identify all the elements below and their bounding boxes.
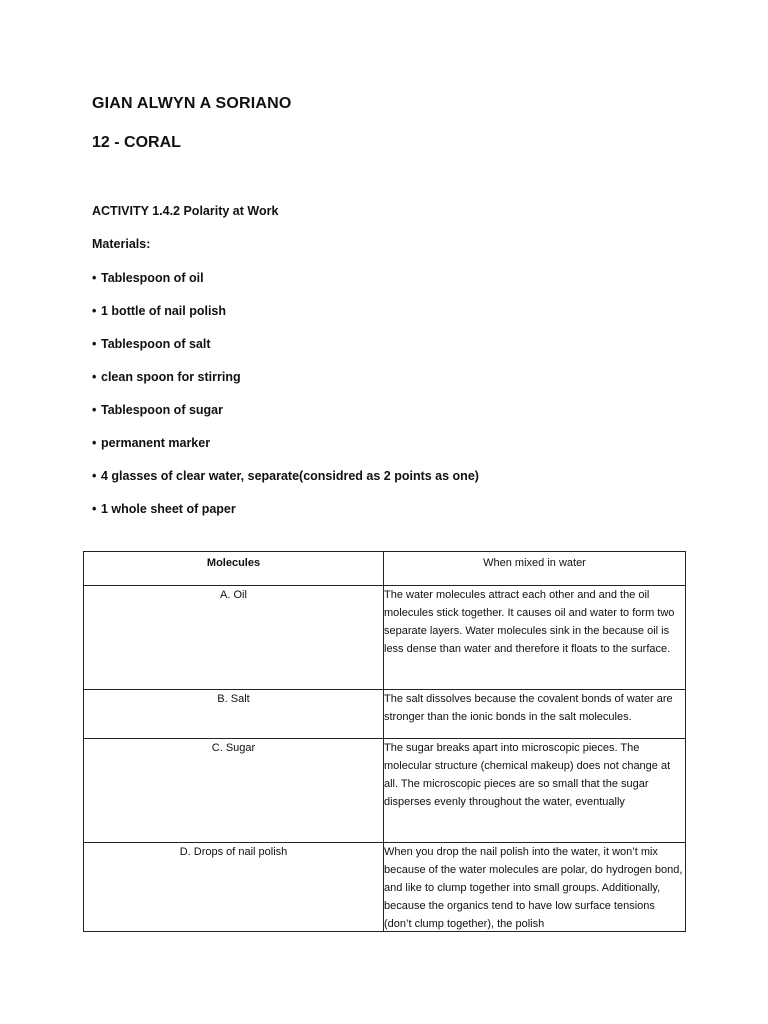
list-item xyxy=(92,369,479,402)
list-item xyxy=(92,270,479,303)
bullet-icon: • xyxy=(92,337,97,351)
table-row xyxy=(84,586,686,690)
material-text: Tablespoon of oil xyxy=(101,271,204,285)
result-cell xyxy=(384,843,686,932)
material-text: 1 whole sheet of paper xyxy=(101,502,236,516)
table-header-row xyxy=(84,552,686,586)
bullet-icon: • xyxy=(92,370,97,384)
table-row xyxy=(84,739,686,843)
list-item xyxy=(92,303,479,336)
student-name: GIAN ALWYN A SORIANO xyxy=(92,95,292,112)
list-item xyxy=(92,402,479,435)
bullet-icon: • xyxy=(92,304,97,318)
material-text: Tablespoon of sugar xyxy=(101,403,223,417)
list-item xyxy=(92,501,479,534)
table-row xyxy=(84,843,686,932)
material-text: 4 glasses of clear water, separate(considred as 2 points as one) xyxy=(101,469,479,483)
list-item xyxy=(92,435,479,468)
material-text: clean spoon for stirring xyxy=(101,370,241,384)
column-header-molecules: Molecules xyxy=(84,552,384,586)
table-row xyxy=(84,690,686,739)
molecule-cell: C. Sugar xyxy=(84,739,384,843)
class-section: 12 - CORAL xyxy=(92,134,181,151)
material-text: permanent marker xyxy=(101,436,211,450)
bullet-icon: • xyxy=(92,502,97,516)
activity-title: ACTIVITY 1.4.2 Polarity at Work xyxy=(92,204,279,218)
bullet-icon: • xyxy=(92,436,97,450)
molecule-cell: B. Salt xyxy=(84,690,384,739)
bullet-icon: • xyxy=(92,403,97,417)
result-cell: The sugar breaks apart into microscopic pieces. The molecular structure (chemical makeup) does not change at all. The microscopic pieces are so small that the sugar disperses evenly throughout the water, eventually xyxy=(384,739,686,843)
molecule-cell: A. Oil xyxy=(84,586,384,690)
bullet-icon: • xyxy=(92,469,97,483)
bullet-icon: • xyxy=(92,271,97,285)
list-item xyxy=(92,336,479,369)
result-text: When you drop the nail polish into the water, it won’t mix because of the water molecules are polar, do hydrogen bond, and like to clump together into small groups. Additionally, because the organics tend to have low surface tensions (don’t clump together), the polish xyxy=(384,846,683,930)
result-cell: The salt dissolves because the covalent bonds of water are stronger than the ionic bonds in the salt molecules. xyxy=(384,690,686,739)
molecule-cell: D. Drops of nail polish xyxy=(84,843,384,932)
material-text: 1 bottle of nail polish xyxy=(101,304,226,318)
results-table xyxy=(83,551,686,932)
material-text: Tablespoon of salt xyxy=(101,337,211,351)
column-header-when-mixed: When mixed in water xyxy=(384,552,686,586)
materials-list xyxy=(92,270,479,534)
list-item xyxy=(92,468,479,501)
result-cell: The water molecules attract each other and and the oil molecules stick together. It causes oil and water to form two separate layers. Water molecules sink in the because oil is less dense than water and therefore it floats to the surface. xyxy=(384,586,686,690)
materials-heading: Materials: xyxy=(92,237,151,251)
